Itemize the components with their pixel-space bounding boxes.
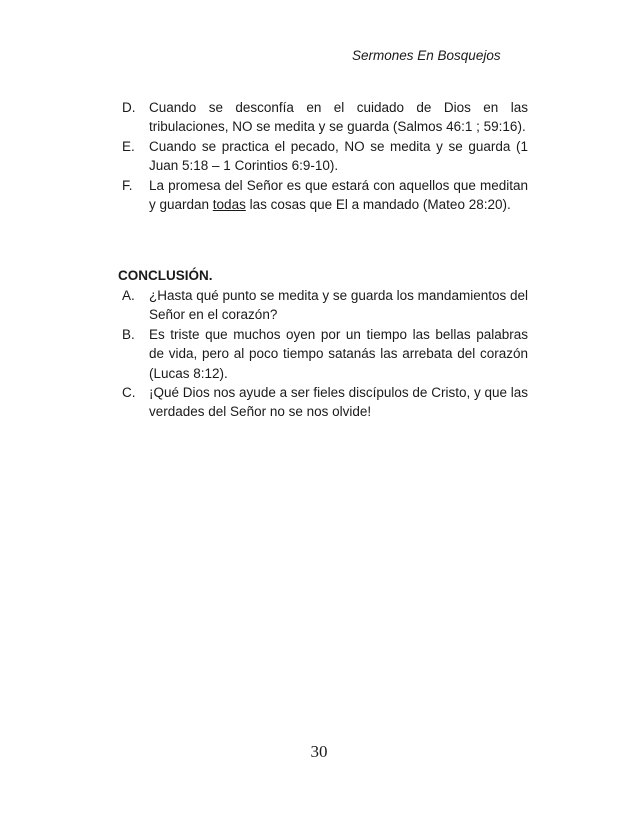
item-letter: E. — [122, 138, 135, 154]
item-text-part: La promesa del Señor es que estará con aquellos que meditan y guardan — [149, 177, 528, 213]
item-letter: A. — [122, 288, 135, 303]
list-item — [118, 176, 528, 215]
list-item — [118, 98, 528, 137]
conclusion-list — [118, 286, 528, 422]
page-number: 30 — [310, 742, 328, 761]
item-text: Cuando se desconfía en el cuidado de Dios en las tribulaciones, NO se medita y se guarda (Salmos 46:1 ; 59:16). — [149, 100, 528, 135]
item-letter: D. — [122, 100, 136, 115]
list-item — [118, 325, 528, 383]
item-text — [149, 176, 528, 215]
underlined-word: todas — [212, 197, 246, 213]
list-item — [118, 383, 528, 422]
item-letter: F. — [122, 177, 133, 193]
item-text: ¿Hasta qué punto se medita y se guarda los mandamientos del Señor en el corazón? — [149, 288, 528, 323]
outline-list-top — [118, 98, 528, 214]
item-letter: B. — [122, 326, 135, 342]
item-text: Es triste que muchos oyen por un tiempo las bellas palabras de vida, pero al poco tiempo satanás las arrebata del corazón (Lucas 8:12). — [149, 326, 528, 381]
item-text-part: las cosas que El a mandado (Mateo 28:20). — [245, 197, 511, 213]
item-text: ¡Qué Dios nos ayude a ser fieles discípulos de Cristo, y que las verdades del Señor no se nos olvide! — [149, 385, 528, 420]
running-header: Sermones En Bosquejos — [352, 48, 501, 63]
item-letter: C. — [122, 385, 136, 401]
list-item — [118, 137, 528, 176]
list-item — [118, 286, 528, 325]
item-text: Cuando se practica el pecado, NO se medita y se guarda (1 Juan 5:18 – 1 Corintios 6:9-10). — [149, 138, 528, 174]
conclusion-heading: CONCLUSIÓN. — [118, 268, 213, 283]
